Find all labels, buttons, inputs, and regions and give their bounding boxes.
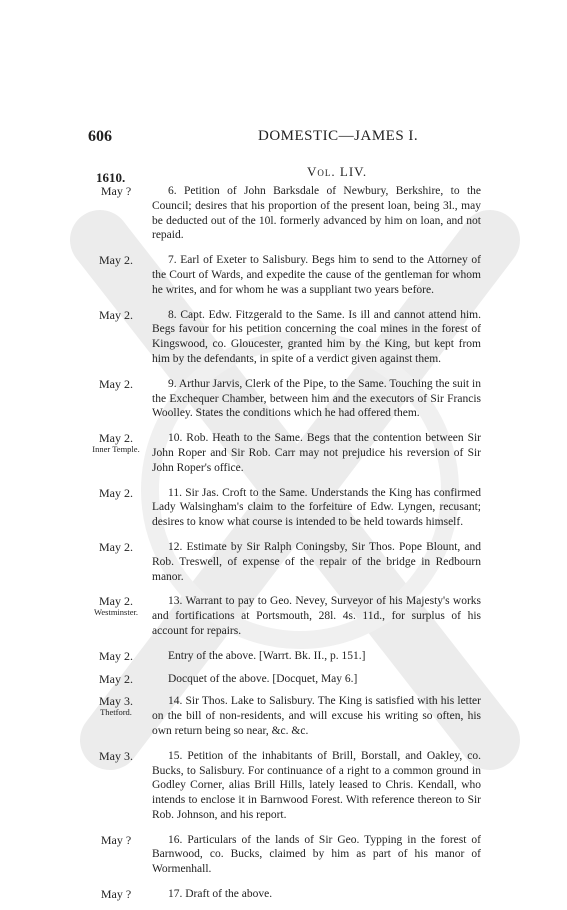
calendar-entry	[0, 308, 567, 367]
entry-date: May 2.	[99, 485, 133, 500]
calendar-entry	[0, 833, 567, 877]
calendar-entry	[0, 749, 567, 823]
entry-date: May 2.	[99, 539, 133, 554]
entry-place: Inner Temple.	[92, 444, 140, 455]
page-number: 606	[88, 128, 112, 145]
entry-date: May 2.	[99, 431, 133, 446]
calendar-entry	[0, 431, 567, 475]
page-header	[0, 128, 567, 148]
entry-text: 15. Petition of the inhabitants of Brill, Borstall, and Oakley, co. Bucks, to Salisbury. For continuance of a right to a common ground in Godley Corner, alias Brill Hills, lately leased to Chris. Kendall, who intends to enclose it in Barnwood Forest. With reference thereon to Sir Rob. Johnson, and his report.	[152, 749, 481, 821]
entry-text: 12. Estimate by Sir Ralph Coningsby, Sir Thos. Pope Blount, and Rob. Treswell, of expense of the repair of the bridge in Redbourn manor.	[152, 540, 481, 583]
entry-date: May 3.	[99, 694, 133, 709]
entry-date: May ?	[100, 184, 132, 198]
entry-text: 8. Capt. Edw. Fitzgerald to the Same. Is ill and cannot attend him. Begs favour for his petition concerning the coal mines in the forest of Kingswood, co. Gloucester, granted him by the King, but kept from him by the defendants, in spite of a verdict given against them.	[152, 308, 481, 365]
entry-text: 17. Draft of the above.	[168, 888, 273, 901]
entry-date: May 3.	[99, 748, 133, 763]
entry-date: May 2.	[99, 671, 133, 686]
year-label: 1610.	[96, 170, 126, 185]
volume-label: Vol. LIV.	[307, 164, 368, 179]
calendar-entry	[0, 377, 567, 421]
entry-text: 9. Arthur Jarvis, Clerk of the Pipe, to the Same. Touching the suit in the Exchequer Chamber, between him and the executors of Sir Francis Woolley. States the conditions which he had offered them.	[152, 377, 481, 420]
calendar-entry	[0, 694, 567, 738]
calendar-entry	[0, 672, 567, 687]
entry-date: May 2.	[99, 376, 133, 391]
calendar-entry	[0, 594, 567, 638]
calendar-entry	[0, 540, 567, 584]
calendar-entry	[0, 887, 567, 902]
calendar-entry	[0, 184, 567, 243]
entry-place: Thetford.	[100, 707, 132, 718]
entry-date: May 2.	[99, 307, 133, 322]
entry-text: Entry of the above. [Warrt. Bk. II., p. 151.]	[168, 649, 366, 662]
entry-text: 7. Earl of Exeter to Salisbury. Begs him to send to the Attorney of the Court of Wards, and expedite the cause of the gentleman for whom he writes, and for whom he was a suppliant two years before.	[152, 254, 481, 296]
entry-place: Westminster.	[94, 607, 138, 618]
entry-text: 16. Particulars of the lands of Sir Geo. Typping in the forest of Barnwood, co. Bucks, claimed by him as part of his manor of Wormenhall.	[152, 833, 481, 876]
entry-date: May 2.	[99, 648, 133, 663]
entry-text: 14. Sir Thos. Lake to Salisbury. The King is satisfied with his letter on the bill of non-residents, and will excuse his writing so often, his own return being so near, &c. &c.	[152, 695, 481, 737]
calendar-entry	[0, 486, 567, 530]
entry-text: 13. Warrant to pay to Geo. Nevey, Surveyor of his Majesty's works and fortifications at Portsmouth, 28l. 4s. 11d., for surplus of his account for repairs.	[152, 595, 481, 637]
entry-date: May ?	[100, 887, 132, 902]
running-title: DOMESTIC—JAMES I.	[258, 128, 419, 144]
entry-date: May ?	[100, 832, 132, 847]
entry-text: 11. Sir Jas. Croft to the Same. Understands the King has confirmed Lady Walsingham's claim to the forfeiture of Edw. Lyngen, recusant; desires to know what course is intended to be held towards himself.	[152, 486, 481, 529]
calendar-entry	[0, 649, 567, 664]
entry-date: May 2.	[99, 594, 133, 609]
calendar-entries	[0, 184, 567, 910]
entry-text: Docquet of the above. [Docquet, May 6.]	[168, 672, 358, 685]
entry-date: May 2.	[99, 253, 133, 268]
entry-text: 6. Petition of John Barksdale of Newbury, Berkshire, to the Council; desires that his proportion of the present loan, being 3l., may be deducted out of the 10l. formerly advanced by him on loan, and not repaid.	[152, 185, 481, 242]
entry-text: 10. Rob. Heath to the Same. Begs that the contention between Sir John Roper and Sir Rob. Carr may not prejudice his reversion of Sir John Roper's office.	[152, 432, 481, 474]
calendar-entry	[0, 253, 567, 297]
